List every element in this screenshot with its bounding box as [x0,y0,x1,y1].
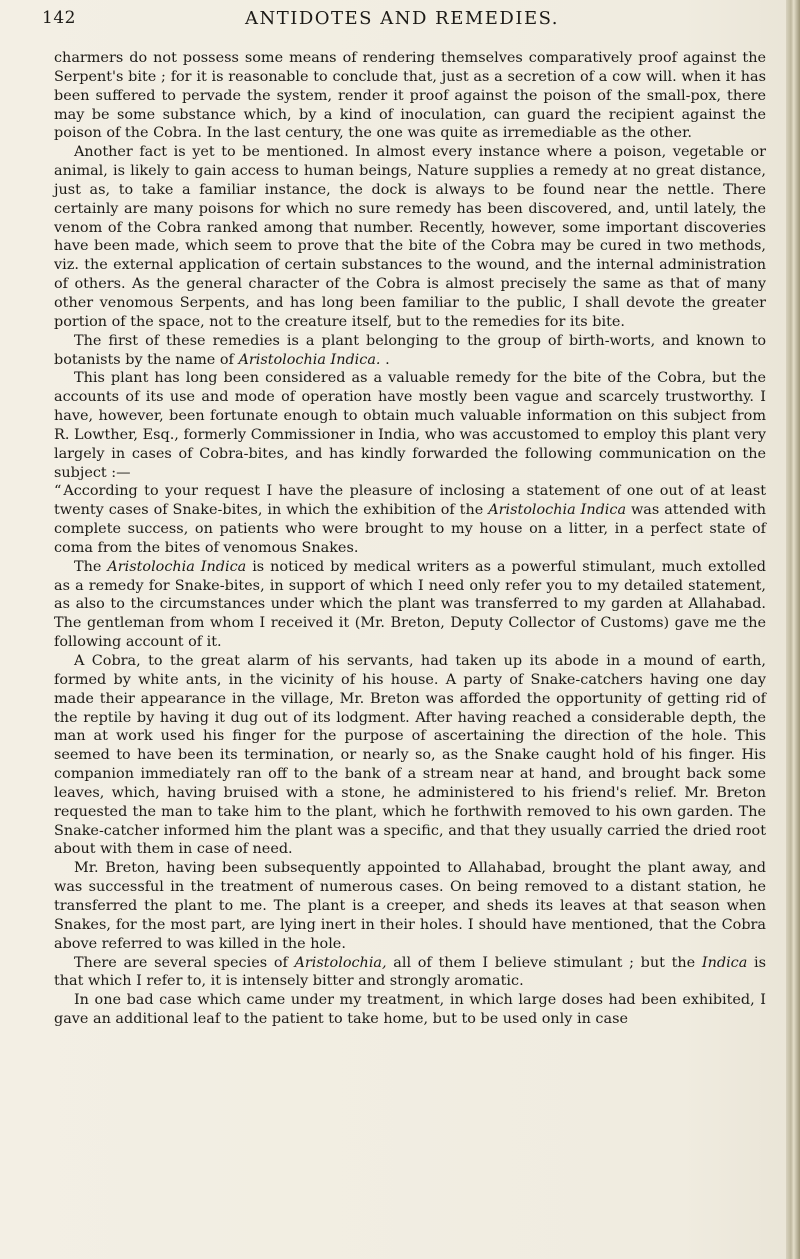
paragraph-5-end: was attended with complete success, on patients who were brought to my house on a litter, in a perfect state of coma from the bites of venomous Snakes. [54,502,767,556]
paragraph-6-start: The [74,558,108,575]
paragraph-9-middle: all of them I believe stimulant ; but the [386,954,702,971]
page-header [42,8,762,34]
running-title: ANTIDOTES AND REMEDIES. [244,8,559,29]
paragraph-6-text: is noticed by medical writers as a powerful stimulant, much extolled as a remedy for Snake-bites, in support of which I need only refer you to my detailed statement, as also to the circumstances under which the plant was transferred to my garden at Allahabad. The gentleman from whom I received it (Mr. Breton, Deputy Collector of Customs) gave me the following account of it. [54,558,766,651]
body-text [54,49,766,1029]
paragraph-6 [54,558,766,652]
paragraph-5 [54,482,766,557]
paragraph-3 [54,332,766,370]
paragraph-9 [54,954,766,992]
page-number: 142 [42,8,76,28]
paragraph-8: Mr. Breton, having been subsequently appointed to Allahabad, brought the plant away, and was successful in the treatment of numerous cases. On being removed to a distant station, he transferred the plant to me. The plant is a creeper, and sheds its leaves at that season when Snakes, for the most part, are lying inert in their holes. I should have mentioned, that the Cobra above referred to was killed in the hole. [54,860,766,952]
opening-quote: “ [54,483,62,500]
paragraph-10: In one bad case which came under my treatment, in which large doses had been exhibited, I gave an additional leaf to the patient to take home, but to be used only in case [54,992,766,1028]
genus-name: Aristolochia, [294,954,387,971]
paragraph-2: Another fact is yet to be mentioned. In almost every instance where a poison, vegetable or animal, is likely to gain access to human beings, Nature supplies a remedy at no great distance, just as, to take a familiar instance, the dock is always to be found near the nettle. There certainly are many poisons for which no sure remedy has been discovered, and, until lately, the venom of the Cobra ranked among that number. Recently, however, some important discoveries have been made, which seem to prove that the bite of the Cobra may be cured in two methods, viz. the external application of certain substances to the wound, and the internal administration of others. As the general character of the Cobra is almost precisely the same as that of many other venomous Serpents, and has long been familiar to the public, I shall devote the greater portion of the space, not to the creature itself, but to the remedies for its bite. [54,144,766,330]
paragraph-1: charmers do not possess some means of rendering themselves comparatively proof against the Serpent's bite ; for it is reasonable to conclude that, just as a secretion of a cow will. when it has been suffered to pervade the system, render it proof against the poison of the small-pox, there may be some substance which, by a kind of inoculation, can guard the recipient against the poison of the Cobra. In the last century, the one was quite as irremediable as the other. [54,50,766,142]
paragraph-7: A Cobra, to the great alarm of his servants, had taken up its abode in a mound of earth, formed by white ants, in the vicinity of his house. A party of Snake-catchers having one day made their appearance in the village, Mr. Breton was afforded the opportunity of getting rid of the reptile by having it dug out of its lodgment. After having reached a considerable depth, the man at work used his finger for the purpose of ascertaining the direction of the hole. This seemed to have been its termination, or nearly so, as the Snake caught hold of his finger. His companion immediately ran off to the bank of a stream near at hand, and brought back some leaves, which, having bruised with a stone, he administered to his friend's relief. Mr. Breton requested the man to take him to the plant, which he forthwith removed to his own garden. The Snake-catcher informed him the plant was a specific, and that they usually carried the dried root about with them in case of need. [54,653,766,858]
paragraph-9-start: There are several species of [74,954,295,971]
page-edge [786,0,800,1259]
species-name: Aristolochia Indica [107,558,247,575]
species-name: Aristolochia Indica. [238,351,381,368]
species-name: Aristolochia Indica [488,502,627,519]
paragraph-4: This plant has long been considered as a valuable remedy for the bite of the Cobra, but the accounts of its use and mode of operation have mostly been vague and scarcely trustworthy. I have, however, been fortunate enough to obtain much valuable information on this subject from R. Lowther, Esq., formerly Commissioner in India, who was accustomed to employ this plant very largely in cases of Cobra-bites, and has kindly forwarded the following communication on the subject :— [54,370,766,481]
paragraph-3-end: . [380,351,390,368]
paragraph-5-text: According to your request I have the pleasure of inclosing a statement of one out of at least twenty cases of Snake-bites, in which the exhibition of the [54,483,766,519]
paragraph-9-end: is that which I refer to, it is intensely bitter and strongly aromatic. [54,954,767,990]
species-name: Indica [701,954,748,971]
paragraph-3-text: The first of these remedies is a plant belonging to the group of birth-worts, and known to botanists by the name of [54,332,766,368]
